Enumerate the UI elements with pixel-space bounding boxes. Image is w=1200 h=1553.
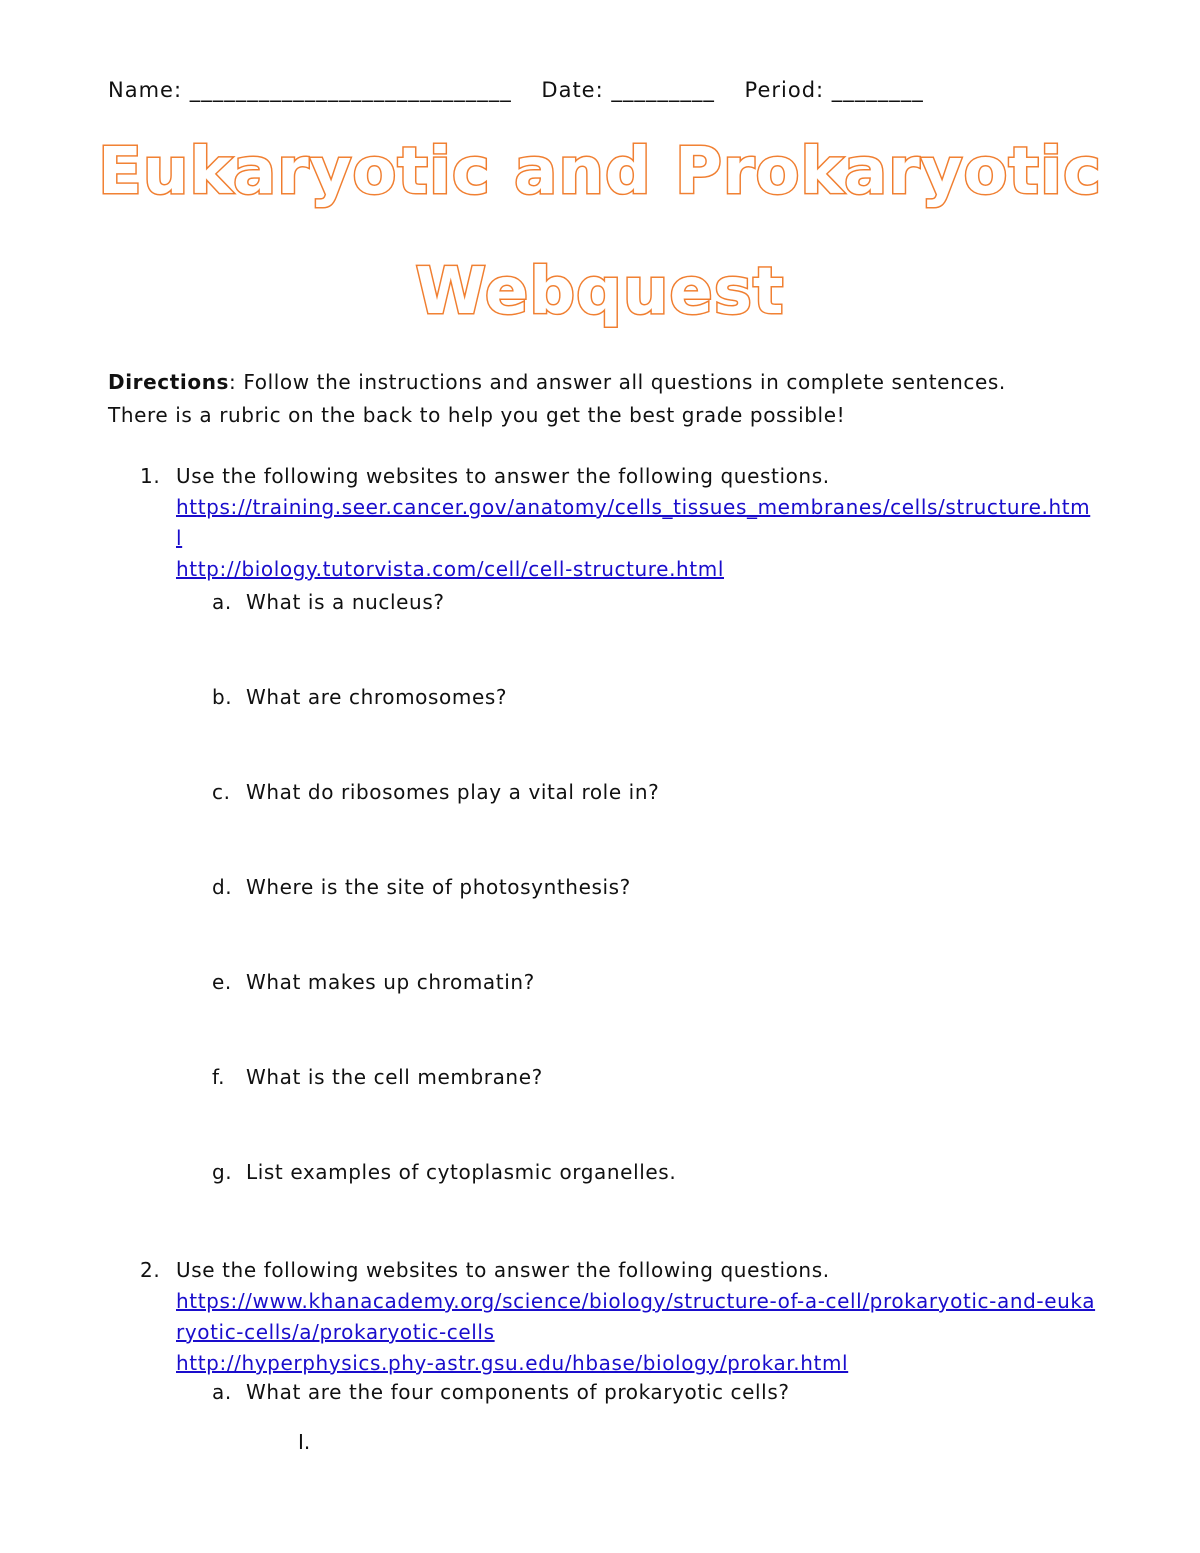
sub-text: What makes up chromatin? bbox=[246, 970, 535, 994]
name-field[interactable]: Name: ____________________________ bbox=[108, 78, 512, 102]
sub-letter: a. bbox=[212, 1380, 232, 1404]
sub-letter: g. bbox=[212, 1160, 233, 1184]
sub-text: What do ribosomes play a vital role in? bbox=[246, 780, 660, 804]
sub-question-2a bbox=[212, 1380, 790, 1404]
sub-text: What is a nucleus? bbox=[246, 590, 445, 614]
link-khanacademy[interactable]: https://www.khanacademy.org/science/biology/structure-of-a-cell/prokaryotic-and-eukaryotic-cells/a/prokaryotic-cells bbox=[176, 1289, 1096, 1344]
sub-text: What are the four components of prokaryotic cells? bbox=[246, 1380, 790, 1404]
sub-letter: d. bbox=[212, 875, 233, 899]
title-line-1: Eukaryotic and Prokaryotic bbox=[98, 135, 1102, 209]
question-number: 1. bbox=[140, 464, 161, 488]
sub-question-1b bbox=[212, 685, 507, 709]
title-line-2: Webquest bbox=[415, 255, 785, 329]
link-hyperphysics[interactable]: http://hyperphysics.phy-astr.gsu.edu/hbase/biology/prokar.html bbox=[176, 1351, 849, 1375]
sub-letter: a. bbox=[212, 590, 232, 614]
question-text: Use the following websites to answer the following questions. bbox=[176, 464, 830, 488]
roman-numeral-i: I. bbox=[298, 1430, 311, 1454]
sub-letter: c. bbox=[212, 780, 231, 804]
sub-question-1f bbox=[212, 1065, 543, 1089]
question-2 bbox=[140, 1255, 1100, 1379]
question-text: Use the following websites to answer the following questions. bbox=[176, 1258, 830, 1282]
sub-text: Where is the site of photosynthesis? bbox=[246, 875, 631, 899]
sub-letter: b. bbox=[212, 685, 233, 709]
sub-text: List examples of cytoplasmic organelles. bbox=[246, 1160, 677, 1184]
period-field[interactable]: Period: ________ bbox=[744, 78, 924, 102]
sub-question-1d bbox=[212, 875, 631, 899]
question-number: 2. bbox=[140, 1258, 161, 1282]
directions bbox=[108, 366, 1098, 432]
question-1 bbox=[140, 461, 1100, 585]
sub-question-1c bbox=[212, 780, 659, 804]
sub-question-1e bbox=[212, 970, 535, 994]
sub-letter: f. bbox=[212, 1065, 226, 1089]
date-field[interactable]: Date: _________ bbox=[541, 78, 715, 102]
sub-text: What is the cell membrane? bbox=[246, 1065, 543, 1089]
link-tutorvista[interactable]: http://biology.tutorvista.com/cell/cell-structure.html bbox=[176, 557, 724, 581]
directions-text-1: : Follow the instructions and answer all questions in complete sentences. bbox=[229, 370, 1006, 394]
directions-text-2: There is a rubric on the back to help you get the best grade possible! bbox=[108, 403, 846, 427]
header-line bbox=[108, 78, 1098, 102]
sub-question-1a bbox=[212, 590, 445, 614]
sub-question-1g bbox=[212, 1160, 676, 1184]
directions-label: Directions bbox=[108, 370, 230, 394]
sub-letter: e. bbox=[212, 970, 232, 994]
link-seer-cancer[interactable]: https://training.seer.cancer.gov/anatomy/cells_tissues_membranes/cells/structure.html bbox=[176, 495, 1091, 550]
sub-text: What are chromosomes? bbox=[246, 685, 508, 709]
